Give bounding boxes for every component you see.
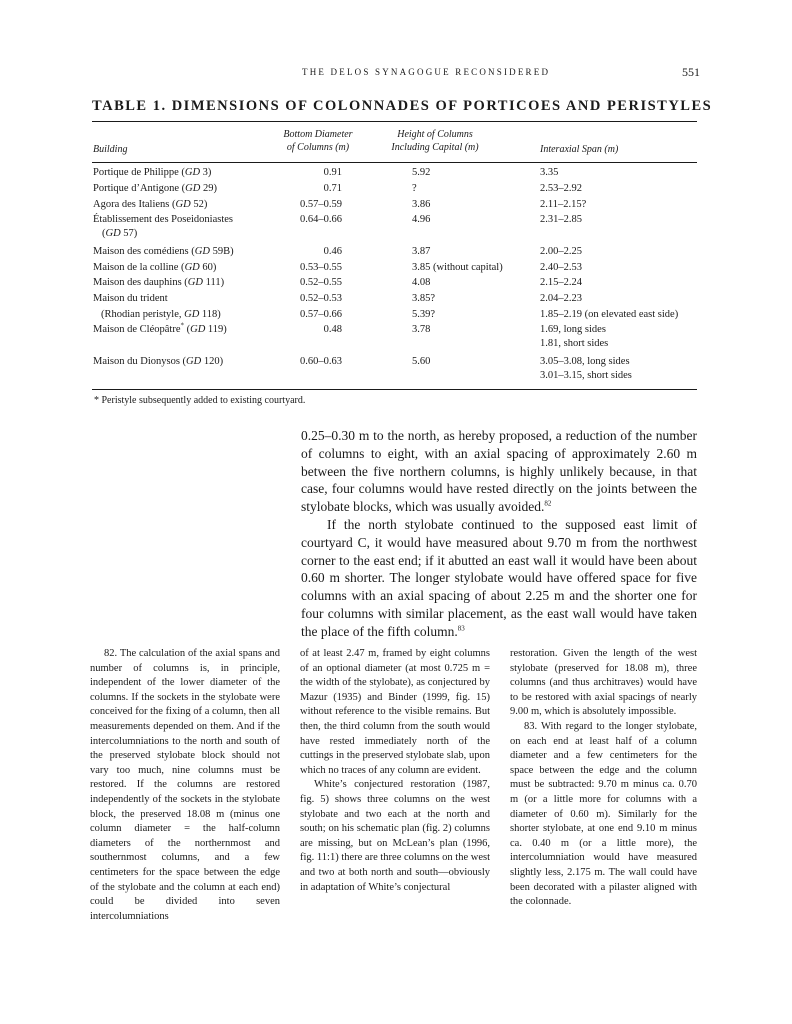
cell-span: 2.31–2.85 bbox=[540, 214, 582, 225]
cell-building: Maison de Cléopâtre* (GD 119) bbox=[93, 321, 227, 335]
cell-diameter: 0.91 bbox=[323, 167, 342, 178]
table-top-rule bbox=[92, 121, 697, 122]
cell-height: 3.86 bbox=[412, 199, 431, 210]
header-span: Interaxial Span (m) bbox=[540, 144, 619, 155]
header-diameter-line-2: of Columns (m) bbox=[286, 142, 350, 153]
cell-span: 2.00–2.25 bbox=[540, 246, 582, 257]
cell-building: (Rhodian peristyle, GD 118) bbox=[101, 309, 221, 320]
cell-span: 2.40–2.53 bbox=[540, 262, 582, 273]
cell-height: 3.85? bbox=[412, 293, 436, 304]
footnote-82-paragraph: White’s conjectured restoration (1987, fig. 5) shows three columns on the west stylobate and two each at the north and south; on his schematic plan (fig. 2) columns are missing, but on McLean’s plan (1996, fig. 11:1) there are three columns on the west and two at both north and south—obviously in adaptation of White’s conjectural bbox=[300, 779, 491, 893]
cell-building: Maison du Dionysos (GD 120) bbox=[93, 356, 224, 367]
running-title: THE DELOS SYNAGOGUE RECONSIDERED bbox=[302, 67, 551, 77]
cell-height: ? bbox=[412, 183, 417, 194]
cell-building: Portique d’Antigone (GD 29) bbox=[93, 183, 217, 194]
header-diameter-line-1: Bottom Diameter bbox=[283, 129, 353, 140]
cell-diameter: 0.52–0.53 bbox=[300, 293, 342, 304]
footnotes-column-1 bbox=[90, 647, 280, 924]
footnotes-column-3 bbox=[510, 647, 697, 910]
cell-building: Agora des Italiens (GD 52) bbox=[93, 199, 208, 210]
body-paragraph: If the north stylobate continued to the supposed east limit of courtyard C, it would have measured about 9.70 m from the northwest corner to the east end; if it abutted an east wall it would have been about 0.60 m shorter. The longer stylobate would have offered space for five columns with an axial spacing of about 2.25 m and the shorter one for four columns with similar placement, as the east wall would have taken the place of the fifth column.$^{83}$ bbox=[301, 516, 697, 639]
cell-diameter: 0.60–0.63 bbox=[300, 356, 342, 367]
cell-span: 2.11–2.15? bbox=[540, 199, 587, 210]
cell-diameter: 0.71 bbox=[323, 183, 342, 194]
cell-diameter: 0.53–0.55 bbox=[300, 262, 342, 273]
header-height-line-1: Height of Columns bbox=[397, 129, 473, 140]
cell-span: 2.04–2.23 bbox=[540, 293, 582, 304]
cell-diameter: 0.57–0.59 bbox=[300, 199, 342, 210]
cell-diameter: 0.64–0.66 bbox=[300, 214, 342, 225]
cell-building: Maison du trident bbox=[93, 293, 168, 304]
header-height bbox=[380, 128, 490, 154]
cell-building: Portique de Philippe (GD 3) bbox=[93, 167, 212, 178]
table-bottom-rule bbox=[92, 389, 697, 390]
cell-span: 2.53–2.92 bbox=[540, 183, 582, 194]
page-number: 551 bbox=[682, 65, 700, 79]
cell-height: 5.92 bbox=[412, 167, 431, 178]
cell-diameter: 0.46 bbox=[323, 246, 342, 257]
footnote-ref: 82 bbox=[544, 499, 552, 508]
footnote-82-end: restoration. Given the length of the west stylobate (preserved for 18.08 m), three columns (and thus architraves) would have to be restored with axial spacings of nearly 9.00 m, which is absolutely impossible. bbox=[510, 648, 697, 718]
header-diameter bbox=[268, 128, 368, 154]
footnote-83: 83. With regard to the longer stylobate, on each end at least half of a column diameter and a few centimeters for the space between the edge and the column must be subtracted: 9.70 m minus ca. 0.70 m (or a little more for columns with a diameter of 0.60 m). Similarly for the shorter stylobate, at one end 9.10 m minus ca. 0.40 m (or a little more), the intercolumniation would have measured slightly less, 2.175 m. The wall could have been decorated with a pilaster aligned with the colonnade. bbox=[510, 720, 697, 908]
cell-height: 5.39? bbox=[412, 309, 436, 320]
footnote-ref: 83 bbox=[457, 624, 465, 633]
table-footnote: * Peristyle subsequently added to existing courtyard. bbox=[94, 395, 306, 406]
body-text bbox=[301, 427, 697, 641]
cell-height: 3.85 (without capital) bbox=[412, 262, 503, 273]
cell-building: Établissement des Poseidoniastes (GD 57) bbox=[93, 214, 233, 239]
cell-span: 1.69, long sides 1.81, short sides bbox=[540, 324, 609, 349]
table-title: TABLE 1. DIMENSIONS OF COLONNADES OF PORTICOES AND PERISTYLES bbox=[92, 98, 713, 114]
cell-span: 2.15–2.24 bbox=[540, 277, 582, 288]
cell-building: Maison des comédiens (GD 59B) bbox=[93, 246, 234, 257]
body-paragraph: 0.25–0.30 m to the north, as hereby proposed, a reduction of the number of columns to eight, with an axial spacing of approximately 2.60 m between the five northern columns, is highly unlikely because, in that case, four columns would have rested directly on the joints between the stylobate blocks, which was usually avoided.$^{82}$ bbox=[301, 428, 697, 515]
cell-span: 3.05–3.08, long sides 3.01–3.15, short sides bbox=[540, 356, 632, 381]
cell-diameter: 0.48 bbox=[323, 324, 342, 335]
cell-span: 3.35 bbox=[540, 167, 559, 178]
table-header-rule bbox=[92, 162, 697, 163]
footnotes-column-2 bbox=[300, 647, 490, 895]
cell-building: Maison de la colline (GD 60) bbox=[93, 262, 217, 273]
footnote-82-continued: of at least 2.47 m, framed by eight columns of an optional diameter (at most 0.725 m = the width of the stylobate), as conjectured by Mazur (1935) and Binder (1999, fig. 15) without reference to the visible remains. But then, the third column from the south would have rested immediately north of the cuttings in the preserved stylobate slab, upon which no traces of any column are evident. bbox=[300, 648, 490, 776]
header-building: Building bbox=[93, 144, 128, 155]
cell-span: 1.85–2.19 (on elevated east side) bbox=[540, 309, 679, 320]
cell-diameter: 0.52–0.55 bbox=[300, 277, 342, 288]
cell-height: 4.08 bbox=[412, 277, 431, 288]
cell-height: 4.96 bbox=[412, 214, 431, 225]
cell-building: Maison des dauphins (GD 111) bbox=[93, 277, 225, 288]
header-height-line-2: Including Capital (m) bbox=[391, 142, 479, 153]
footnote-82: 82. The calculation of the axial spans and number of columns is, in principle, independent of the lower diameter of the columns. If the sockets in the stylobate were conceived for the fixing of a column, then all measurements depended on them. And if the intercolumniations to the north and south of the preserved stylobate block should not vary too much, nine columns must be restored. If the columns are restored independently of the sockets in the stylobate block, the preserved 18.08 m (minus one column diameter = the half-column diameters of the northernmost and southernmost columns, and a few centimeters for the space between the edge of the stylobate and the column at each end) could be divided into seven intercolumniations bbox=[90, 648, 280, 922]
cell-height: 3.87 bbox=[412, 246, 431, 257]
cell-height: 3.78 bbox=[412, 324, 431, 335]
cell-diameter: 0.57–0.66 bbox=[300, 309, 342, 320]
cell-height: 5.60 bbox=[412, 356, 431, 367]
